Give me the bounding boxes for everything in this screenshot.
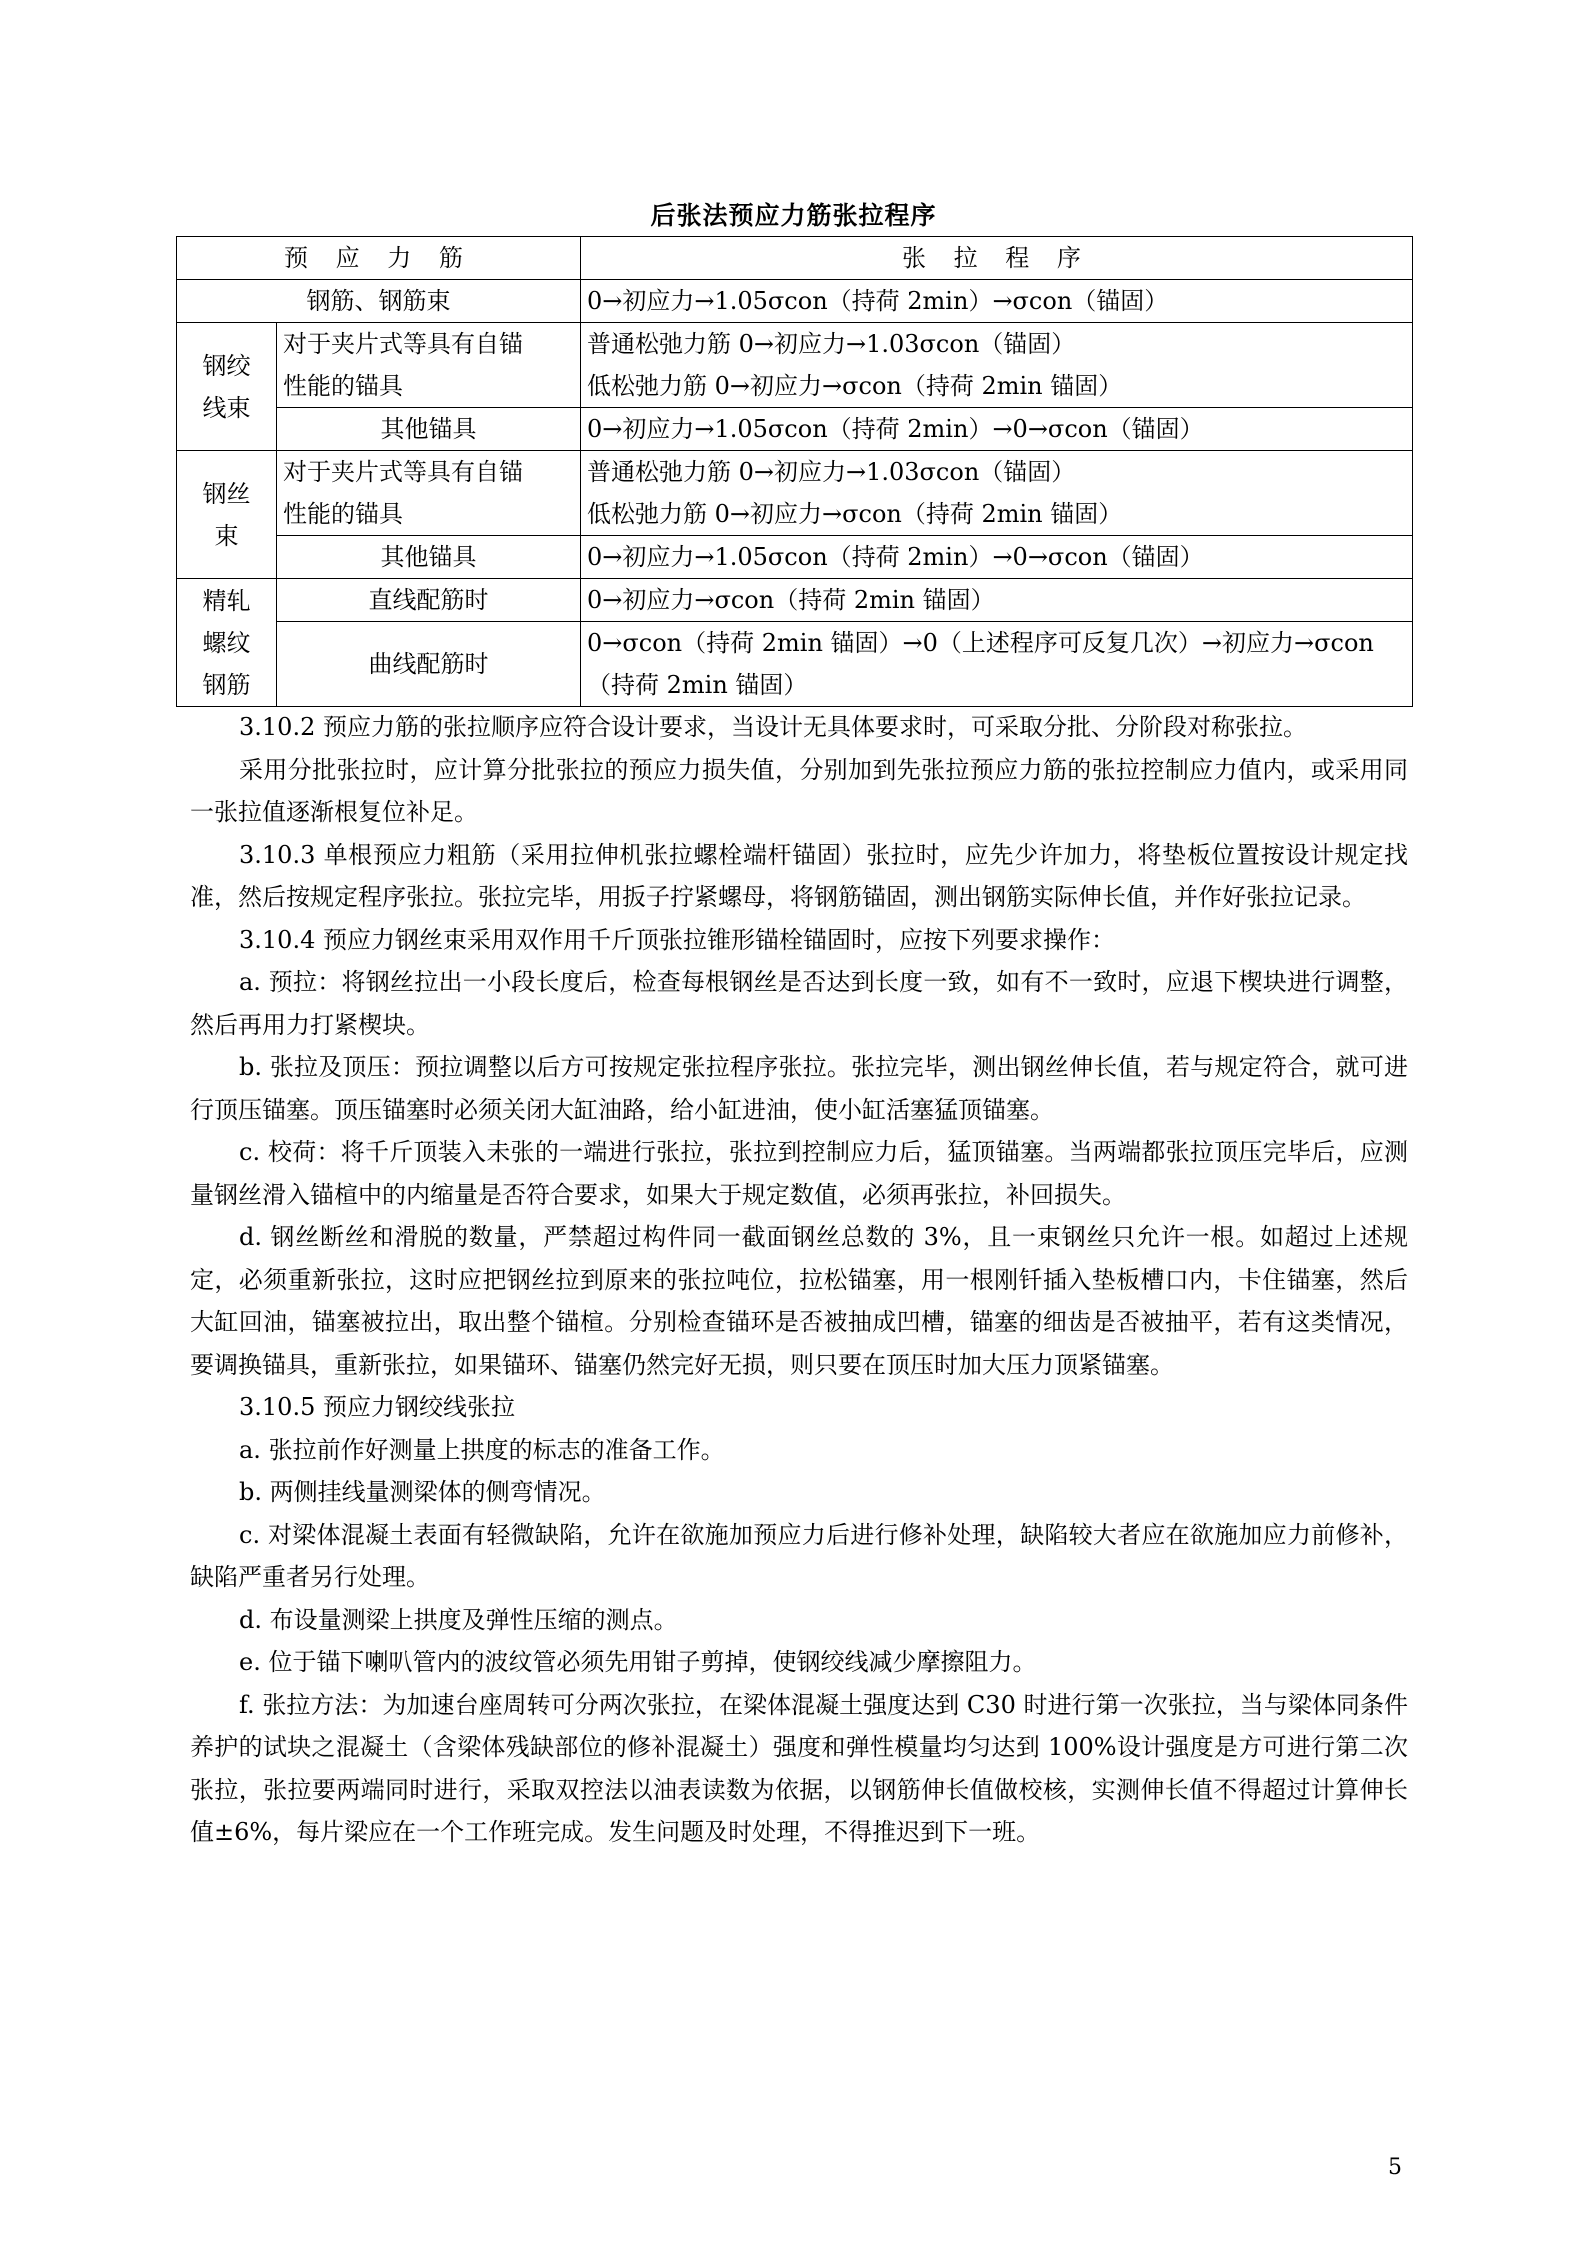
- group-cell: 钢绞 线束: [177, 323, 277, 451]
- procedure-cell: 0→初应力→1.05σcon（持荷 2min）→0→σcon（锚固）: [581, 408, 1413, 451]
- procedure-cell: [581, 323, 1413, 408]
- anchor-type-cell: 直线配筋时: [277, 579, 581, 622]
- tendon-cell: 钢筋、钢筋束: [177, 280, 581, 323]
- paragraph: 3.10.5 预应力钢绞线张拉: [239, 1393, 515, 1421]
- table-row: [177, 280, 1413, 323]
- table-row: [177, 622, 1413, 707]
- paragraph: c. 校荷：将千斤顶装入未张的一端进行张拉，张拉到控制应力后，猛顶锚塞。当两端都张拉顶压完毕后，应测量钢丝滑入锚楦中的内缩量是否符合要求，如果大于规定数值，必须再张拉，补回损失。: [190, 1138, 1408, 1209]
- procedure-cell: 0→σcon（持荷 2min 锚固）→0（上述程序可反复几次）→初应力→σcon（持荷 2min 锚固）: [581, 622, 1413, 707]
- paragraph: 采用分批张拉时，应计算分批张拉的预应力损失值，分别加到先张拉预应力筋的张拉控制应力值内，或采用同一张拉值逐渐根复位补足。: [190, 755, 1408, 826]
- paragraph: b. 张拉及顶压：预拉调整以后方可按规定张拉程序张拉。张拉完毕，测出钢丝伸长值，若与规定符合，就可进行顶压锚塞。顶压锚塞时必须关闭大缸油路，给小缸进油，使小缸活塞猛顶锚塞。: [190, 1053, 1408, 1124]
- procedure-cell: 0→初应力→1.05σcon（持荷 2min）→σcon（锚固）: [581, 280, 1413, 323]
- body-text: [190, 706, 1408, 1854]
- tension-procedure-table: [176, 236, 1413, 707]
- header-tendon: 预 应 力 筋: [177, 237, 581, 280]
- paragraph: e. 位于锚下喇叭管内的波纹管必须先用钳子剪掉，使钢绞线减少摩擦阻力。: [239, 1648, 1037, 1676]
- procedure-line: 普通松弛力筋 0→初应力→1.03σcon（锚固）: [587, 458, 1076, 486]
- procedure-cell: 0→初应力→1.05σcon（持荷 2min）→0→σcon（锚固）: [581, 536, 1413, 579]
- anchor-type-cell: 其他锚具: [277, 408, 581, 451]
- table-row: [177, 323, 1413, 408]
- procedure-cell: 0→初应力→σcon（持荷 2min 锚固）: [581, 579, 1413, 622]
- anchor-type-cell: 其他锚具: [277, 536, 581, 579]
- anchor-type-cell: 对于夹片式等具有自锚 性能的锚具: [277, 451, 581, 536]
- table-title: 后张法预应力筋张拉程序: [650, 201, 937, 230]
- paragraph: 3.10.3 单根预应力粗筋（采用拉伸机张拉螺栓端杆锚固）张拉时，应先少许加力，将垫板位置按设计规定找准，然后按规定程序张拉。张拉完毕，用扳子拧紧螺母，将钢筋锚固，测出钢筋实际伸长值，并作好张拉记录。: [190, 840, 1408, 911]
- paragraph: a. 预拉：将钢丝拉出一小段长度后，检查每根钢丝是否达到长度一致，如有不一致时，应退下楔块进行调整，然后再用力打紧楔块。: [190, 968, 1408, 1039]
- paragraph: d. 布设量测梁上拱度及弹性压缩的测点。: [239, 1605, 678, 1634]
- procedure-line: 低松弛力筋 0→初应力→σcon（持荷 2min 锚固）: [587, 372, 1123, 400]
- table-row: [177, 579, 1413, 622]
- anchor-type-cell: 对于夹片式等具有自锚 性能的锚具: [277, 323, 581, 408]
- paragraph: b. 两侧挂线量测梁体的侧弯情况。: [239, 1478, 606, 1506]
- table-header-row: [177, 237, 1413, 280]
- anchor-type-cell: 曲线配筋时: [277, 622, 581, 707]
- group-cell: 钢丝 束: [177, 451, 277, 579]
- procedure-line: 低松弛力筋 0→初应力→σcon（持荷 2min 锚固）: [587, 500, 1123, 528]
- table-row: [177, 408, 1413, 451]
- paragraph: f. 张拉方法：为加速台座周转可分两次张拉，在梁体混凝土强度达到 C30 时进行第一次张拉，当与梁体同条件养护的试块之混凝土（含梁体残缺部位的修补混凝土）强度和弹性模量均匀达到 100%设计强度是方可进行第二次张拉，张拉要两端同时进行，采取双控法以油表读数为依据，以钢筋伸长值做校核，实测伸长值不得超过计算伸长值±6%，每片梁应在一个工作班完成。发生问题及时处理，不得推迟到下一班。: [190, 1690, 1408, 1846]
- page-number: 5: [1388, 2155, 1402, 2180]
- table-row: [177, 536, 1413, 579]
- group-cell: 精轧 螺纹 钢筋: [177, 579, 277, 707]
- header-procedure: 张 拉 程 序: [581, 237, 1413, 280]
- procedure-line: 普通松弛力筋 0→初应力→1.03σcon（锚固）: [587, 330, 1076, 358]
- paragraph: d. 钢丝断丝和滑脱的数量，严禁超过构件同一截面钢丝总数的 3%，且一束钢丝只允许一根。如超过上述规定，必须重新张拉，这时应把钢丝拉到原来的张拉吨位，拉松锚塞，用一根刚钎插入垫板槽口内，卡住锚塞，然后大缸回油，锚塞被拉出，取出整个锚楦。分别检查锚环是否被抽成凹槽，锚塞的细齿是否被抽平，若有这类情况，要调换锚具，重新张拉，如果锚环、锚塞仍然完好无损，则只要在顶压时加大压力顶紧锚塞。: [190, 1223, 1408, 1379]
- paragraph: 3.10.4 预应力钢丝束采用双作用千斤顶张拉锥形锚栓锚固时，应按下列要求操作：: [239, 925, 1115, 954]
- procedure-cell: [581, 451, 1413, 536]
- paragraph: c. 对梁体混凝土表面有轻微缺陷，允许在欲施加预应力后进行修补处理，缺陷较大者应在欲施加应力前修补，缺陷严重者另行处理。: [190, 1520, 1408, 1591]
- table-row: [177, 451, 1413, 536]
- paragraph: a. 张拉前作好测量上拱度的标志的准备工作。: [239, 1435, 725, 1464]
- paragraph: 3.10.2 预应力筋的张拉顺序应符合设计要求，当设计无具体要求时，可采取分批、分阶段对称张拉。: [239, 713, 1307, 741]
